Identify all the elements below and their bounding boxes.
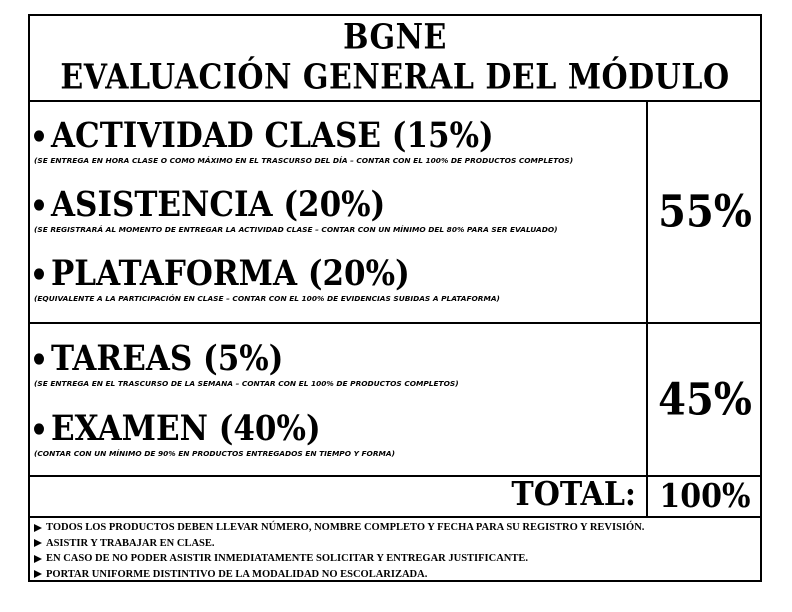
item-note: (SE ENTREGA EN EL TRASCURSO DE LA SEMANA – CONTAR CON EL 100% DE PRODUCTOS COMPLETOS)	[34, 379, 459, 388]
bullet-icon	[34, 130, 44, 141]
bullet-icon	[34, 423, 44, 434]
list-item	[34, 253, 500, 304]
item-title: ASISTENCIA (20%)	[51, 184, 386, 226]
list-item	[34, 115, 574, 166]
arrow-right-icon	[34, 524, 42, 532]
rule-text: PORTAR UNIFORME DISTINTIVO DE LA MODALIDAD NO ESCOLARIZADA.	[46, 568, 428, 580]
header-title-line2: EVALUACIÓN GENERAL DEL MÓDULO	[60, 57, 730, 98]
item-note: (CONTAR CON UN MÍNIMO DE 90% EN PRODUCTOS ENTREGADOS EN TIEMPO Y FORMA)	[34, 449, 395, 458]
bullet-icon	[34, 199, 44, 210]
total-value: 100%	[659, 477, 751, 516]
item-title: EXAMEN (40%)	[51, 408, 321, 450]
item-title: TAREAS (5%)	[51, 338, 284, 380]
item-title: PLATAFORMA (20%)	[51, 253, 410, 295]
rule-item	[34, 551, 756, 567]
list-item	[34, 408, 395, 459]
evaluation-table	[28, 14, 762, 582]
bullet-icon	[34, 268, 44, 279]
bullet-icon	[34, 353, 44, 364]
rules-list	[34, 520, 756, 582]
rule-item	[34, 536, 756, 552]
rule-text: EN CASO DE NO PODER ASISTIR INMEDIATAMENTE SOLICITAR Y ENTREGAR JUSTIFICANTE.	[46, 553, 529, 564]
group2-percent: 45%	[658, 373, 752, 426]
list-item	[34, 338, 459, 389]
group1-percent: 55%	[658, 185, 752, 238]
item-title: ACTIVIDAD CLASE (15%)	[51, 115, 494, 157]
header-title-line1: BGNE	[343, 17, 447, 58]
arrow-right-icon	[34, 539, 42, 547]
item-note: (SE REGISTRARÁ AL MOMENTO DE ENTREGAR LA ACTIVIDAD CLASE – CONTAR CON UN MÍNIMO DEL 80% PARA SER EVALUADO)	[34, 225, 558, 234]
rule-item	[34, 520, 756, 536]
divider	[30, 100, 760, 102]
arrow-right-icon	[34, 555, 42, 563]
divider	[30, 516, 760, 518]
divider	[30, 322, 760, 324]
total-label: TOTAL:	[511, 475, 636, 514]
rule-text: TODOS LOS PRODUCTOS DEBEN LLEVAR NÚMERO, NOMBRE COMPLETO Y FECHA PARA SU REGISTRO Y REVISIÓN.	[46, 522, 645, 533]
rule-text: ASISTIR Y TRABAJAR EN CLASE.	[46, 537, 215, 549]
list-item	[34, 184, 558, 235]
rule-item	[34, 567, 756, 583]
item-note: (EQUIVALENTE A LA PARTICIPACIÓN EN CLASE – CONTAR CON EL 100% DE EVIDENCIAS SUBIDAS A PLATAFORMA)	[34, 294, 500, 303]
column-divider	[646, 100, 648, 517]
item-note: (SE ENTREGA EN HORA CLASE O COMO MÁXIMO EN EL TRASCURSO DEL DÍA – CONTAR CON EL 100% DE PRODUCTOS COMPLETOS)	[34, 156, 574, 165]
arrow-right-icon	[34, 570, 42, 578]
